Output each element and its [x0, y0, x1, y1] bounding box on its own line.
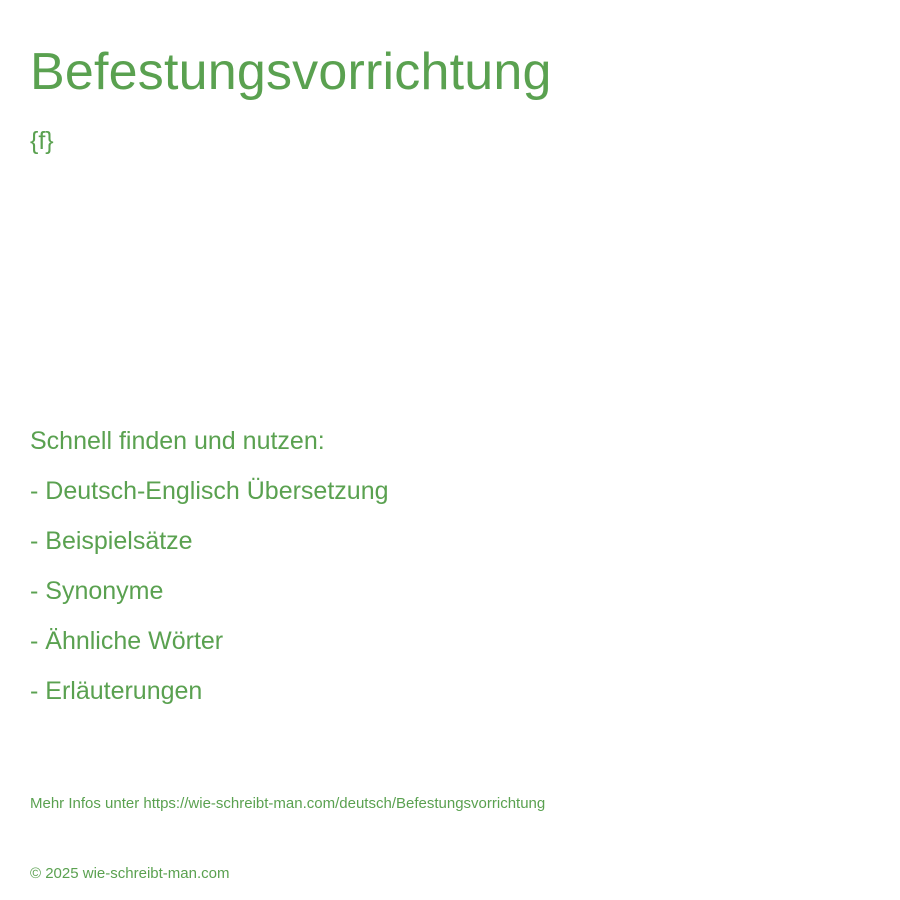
features-section: [30, 424, 389, 724]
feature-item-translation: - Deutsch-Englisch Übersetzung: [30, 477, 389, 505]
feature-item-explanations: - Erläuterungen: [30, 677, 203, 705]
more-info-text: Mehr Infos unter https://wie-schreibt-man.com/deutsch/Befestungsvorrichtung: [30, 795, 546, 812]
features-heading: Schnell finden und nutzen:: [30, 427, 325, 455]
feature-item-example-sentences: - Beispielsätze: [30, 527, 193, 555]
gender-label: {f}: [30, 127, 54, 155]
feature-item-synonyms: - Synonyme: [30, 577, 164, 605]
copyright-text: © 2025 wie-schreibt-man.com: [30, 865, 230, 882]
feature-item-similar-words: - Ähnliche Wörter: [30, 627, 224, 655]
page-title: Befestungsvorrichtung: [30, 43, 552, 101]
